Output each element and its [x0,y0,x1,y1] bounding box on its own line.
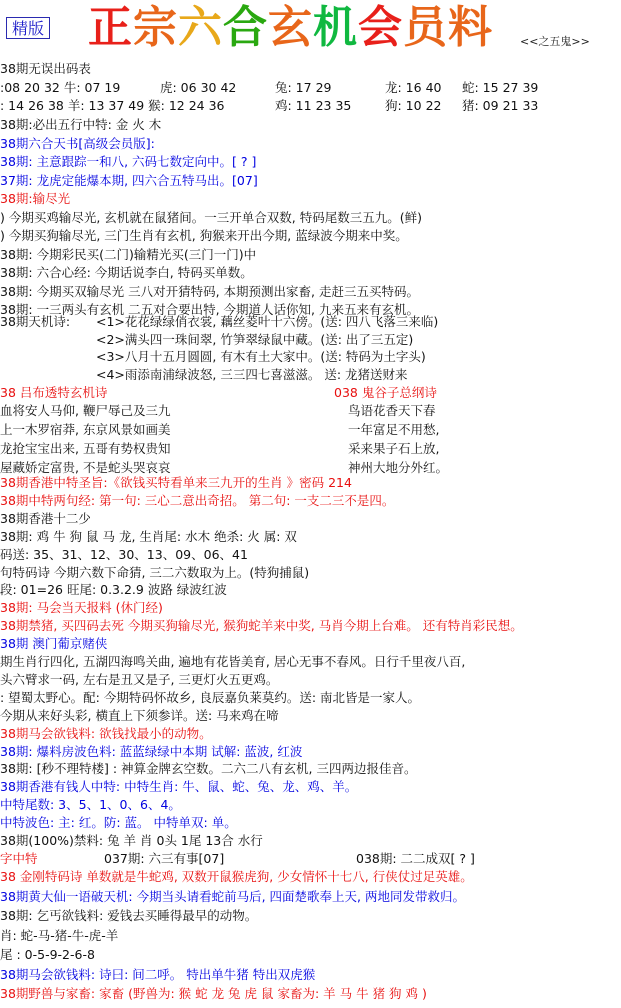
text-line: 38期香港有钱人中特: 中特生肖: 牛、鼠、蛇、兔、龙、鸡、羊。 [0,779,358,795]
text-line: 38期: 六合心经: 今期话说李白, 特码买单数。 [0,265,253,280]
zodiac-cell: 虎: 06 30 42 [160,80,237,95]
title-char: 机 [313,2,358,53]
wugui-tag: <<之五鬼>> [520,35,590,48]
text-line: 今期从来好头彩, 横直上下须参详。送: 马来鸡在啼 [0,707,279,723]
text-line: ) 今期买狗输尽光, 三门生肖有玄机, 狗猴来开出今期, 蓝绿波今期来中奖。 [0,228,408,243]
left-poem-line: 上一木罗宿莽, 东京风景如画美 [0,422,171,437]
text-line: 中特波色: 主: 红。防: 蓝。 中特单双: 单。 [0,815,237,831]
title-char: 宗 [133,2,178,53]
title-char: 正 [88,2,133,53]
text-line: 38 金刚特码诗 单数就是牛蛇鸡, 双数开鼠猴虎狗, 少女情怀十七八, 行侠仗过足英雄。 [0,869,473,884]
text-line: 38期: 乞丐欲钱料: 爱钱去买睡得最早的动物。 [0,908,258,923]
text-line: 38期:输尽光 [0,191,71,206]
zodiac-cell: 猪: 09 21 33 [462,98,539,113]
text-line: 38期中特两句经: 第一句: 三心二意出奇招。 第二句: 一支二三不是四。 [0,492,395,508]
page-title [88,2,493,54]
zodiac-cell: 蛇: 15 27 39 [462,80,539,95]
poem-row: <3>八月十五月圆圆, 有木有土大家中。(送: 特码为土字头) [96,349,426,364]
text-line: 38期:必出五行中特: 金 火 木 [0,117,162,132]
text-line: 段: 01=26 旺尾: 0.3.2.9 波路 绿波红波 [0,582,227,598]
mixed-c: 038期: 二二成双[ ? ] [356,851,475,866]
poem-head: 38期天机诗: [0,314,71,329]
zodiac-cell: 兔: 17 29 [275,80,332,95]
title-char: 员 [403,2,448,53]
left-poem-line: 屋藏娇定富贵, 不是蛇头哭哀哀 [0,460,171,475]
title-char: 合 [223,2,268,53]
text-line: 38期马会欲钱料: 欲钱找最小的动物。 [0,725,212,741]
text-line: 38期香港十二少 [0,510,91,526]
title-char: 会 [358,2,403,53]
text-line: 38期马会欲钱料: 诗曰: 间二呼。 特出单牛猪 特出双虎猴 [0,966,316,982]
title-char: 玄 [268,2,313,53]
zodiac-cell: 狗: 10 22 [385,98,442,113]
right-poem-line: 神州大地分外红。 [348,460,449,475]
jingban-badge: 精版 [6,17,50,39]
text-line: 中特尾数: 3、5、1、0、6、4。 [0,797,181,813]
text-line: 尾 : 0-5-9-2-6-8 [0,947,95,962]
mixed-a: 字中特 [0,851,38,866]
zodiac-cell: : 14 26 38 羊: 13 37 49 猴: 12 24 36 [0,98,225,113]
text-line: 句特码诗 今期六数下命猜, 三二六数取为上。(特狗捕鼠) [0,564,310,580]
text-line: 38期(100%)禁料: 兔 羊 肖 0头 1尾 13合 水行 [0,833,263,848]
text-line: 38期: [秒不理特楼] : 神算金牌玄空数。二六二八有玄机, 三四两边报佳音。 [0,761,417,777]
text-line: 37期: 龙虎定能爆本期, 四六合五特马出。[07] [0,172,258,188]
zodiac-cell: :08 20 32 牛: 07 19 [0,80,121,95]
right-poem-line: 鸟语花香天下春 [348,403,436,418]
title-char: 六 [178,2,223,53]
text-line: 38期禁猪, 买四码去死 今期买狗输尽光, 猴狗蛇羊来中奖, 马肖今期上台难。 还有特肖彩民想。 [0,618,523,634]
title-char: 料 [448,2,493,53]
text-line: 38期: 马会当天报料 (休门经) [0,600,163,616]
text-line: 38期六合天书[高级会员版]: [0,135,155,151]
text-line: 38期 澳门葡京赌侠 [0,636,108,652]
header [0,0,621,58]
text-line: 38期: 主意跟踪一和八, 六码七数定向中。[ ? ] [0,154,257,169]
right-poem-line: 采来果子石上放, [348,441,440,456]
poem-row: <2>满头四一珠间翠, 竹笋翠绿鼠中藏。(送: 出了三五定) [96,331,414,347]
left-poem-head: 38 吕布透特玄机诗 [0,385,108,400]
text-line: 38期: 爆料房波色料: 蓝蓝绿绿中本期 试解: 蓝波, 红波 [0,743,303,759]
text-line: 38期黄大仙一语破天机: 今期当头请看蛇前马后, 四面楚歌奉上天, 两地同发带救归。 [0,888,465,904]
poem-row: <4>雨添南浦绿波怒, 三三四七喜滋滋。 送: 龙猪送财来 [96,366,408,382]
text-line: 头六臂求一码, 左右是丑又是子, 三更灯火五更鸡。 [0,671,279,687]
text-line: 38期野兽与家畜: 家畜 (野兽为: 猴 蛇 龙 兔 虎 鼠 家畜为: 羊 马 牛 猪 狗 鸡 ) [0,986,427,1001]
text-line: 38期: 今期彩民买(二门)输精光买(三门一门)中 [0,246,257,262]
text-line: 38期香港中特圣旨:《欲钱买特看单来三九开的生肖 》密码 214 [0,475,352,490]
text-line: 38期: 鸡 牛 狗 鼠 马 龙, 生肖尾: 水木 绝杀: 火 属: 双 [0,528,297,544]
text-line: 38期: 今期买双输尽光 三八对开猜特码, 本期预测出家畜, 走赶三五买特码。 [0,283,419,299]
right-poem-head: 038 鬼谷子总纲诗 [334,385,437,400]
text-line: 码送: 35、31、12、30、13、09、06、41 [0,546,248,562]
text-line: 期生肖行四化, 五湖四海鸣关曲, 遍地有花皆美育, 居心无事不春风。日行千里夜八百, [0,654,466,669]
text-line: 38期: 一三两头有玄机 二五对合要出特, 今期道人话你知, 九来五来有玄机。 [0,302,419,317]
left-poem-line: 龙抢宝宝出来, 五哥有势权贵知 [0,441,171,456]
text-line: 肖: 蛇-马-猪-牛-虎-羊 [0,927,119,943]
poem-row: <1>花花绿绿俏衣裳, 藕丝菱叶十六傍。(送: 四八飞落三来临) [96,314,439,329]
right-poem-line: 一年富足不用愁, [348,422,440,437]
mixed-b: 037期: 六三有事[07] [104,851,225,866]
text-line: : 望蜀太野心。配: 今期特码怀故乡, 良辰嘉负莱莫约。送: 南北皆是一家人。 [0,689,421,705]
zodiac-cell: 鸡: 11 23 35 [275,98,352,113]
left-poem-line: 血将安人马仰, 鞭尸辱己及三九 [0,403,171,418]
text-line: ) 今期买鸡输尽光, 玄机就在鼠猪间。一三开单合双数, 特码尾数三五九。(鲜) [0,209,422,225]
zodiac-cell: 龙: 16 40 [385,80,442,95]
zodiac-table-title: 38期无误出码表 [0,61,91,76]
